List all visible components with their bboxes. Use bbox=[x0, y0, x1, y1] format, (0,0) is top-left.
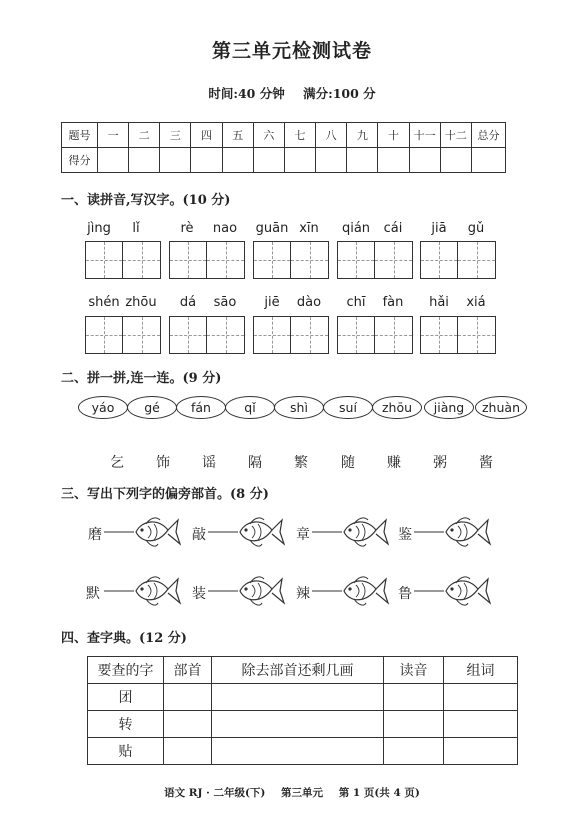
score-input-cell[interactable] bbox=[316, 148, 347, 173]
tianzi-cell[interactable] bbox=[420, 241, 458, 279]
dict-answer-cell[interactable] bbox=[444, 711, 518, 738]
tianzi-grid-pair[interactable] bbox=[85, 241, 161, 279]
tianzi-grid-pair[interactable] bbox=[420, 316, 496, 354]
dict-answer-cell[interactable] bbox=[384, 711, 444, 738]
score-input-cell[interactable] bbox=[378, 148, 409, 173]
exam-time: 时间:40 分钟 bbox=[208, 86, 285, 101]
fish-answer-icon[interactable] bbox=[104, 512, 182, 552]
tianzi-cell[interactable] bbox=[85, 316, 123, 354]
tianzi-cell[interactable] bbox=[253, 241, 291, 279]
dictionary-table bbox=[87, 656, 518, 765]
section2-title: 二、拼一拼,连一连。(9 分) bbox=[61, 371, 222, 386]
pinyin-oval[interactable]: suí bbox=[323, 396, 373, 419]
dict-answer-cell[interactable] bbox=[164, 738, 212, 765]
tianzi-cell[interactable] bbox=[85, 241, 123, 279]
tianzi-cell[interactable] bbox=[123, 316, 161, 354]
tianzi-grid-pair[interactable] bbox=[253, 316, 329, 354]
section4-title: 四、查字典。(12 分) bbox=[61, 631, 187, 646]
pinyin-oval[interactable]: shì bbox=[274, 396, 324, 419]
pinyin-label: guān bbox=[255, 221, 289, 236]
score-input-cell[interactable] bbox=[284, 148, 315, 173]
dict-header-row bbox=[88, 657, 518, 684]
pinyin-label: hǎi bbox=[429, 295, 449, 310]
dict-row bbox=[88, 684, 518, 711]
pinyin-oval[interactable]: qǐ bbox=[225, 396, 275, 419]
score-input-cell[interactable] bbox=[98, 148, 129, 173]
radical-char: 鉴 bbox=[398, 527, 412, 543]
tianzi-cell[interactable] bbox=[253, 316, 291, 354]
tianzi-cell[interactable] bbox=[169, 316, 207, 354]
pinyin-label: zhōu bbox=[125, 295, 157, 310]
tianzi-cell[interactable] bbox=[458, 241, 496, 279]
radical-char: 默 bbox=[86, 586, 100, 602]
radical-char: 鲁 bbox=[398, 586, 412, 602]
pinyin-label: rè bbox=[180, 221, 194, 236]
pinyin-oval[interactable]: gé bbox=[127, 396, 177, 419]
pinyin-label: gǔ bbox=[467, 221, 485, 236]
score-input-cell[interactable] bbox=[440, 148, 471, 173]
tianzi-grid-pair[interactable] bbox=[337, 241, 413, 279]
dict-char: 贴 bbox=[88, 738, 164, 765]
score-input-cell[interactable] bbox=[191, 148, 222, 173]
score-header-cell: 七 bbox=[284, 123, 315, 148]
dict-answer-cell[interactable] bbox=[384, 684, 444, 711]
hanzi-option[interactable]: 乞 bbox=[110, 455, 124, 471]
dict-answer-cell[interactable] bbox=[384, 738, 444, 765]
radical-char: 敲 bbox=[192, 527, 206, 543]
hanzi-option[interactable]: 赚 bbox=[387, 455, 401, 471]
fish-answer-icon[interactable] bbox=[312, 512, 390, 552]
pinyin-label: xīn bbox=[299, 221, 319, 236]
pinyin-label: lǐ bbox=[132, 221, 140, 236]
score-input-cell[interactable] bbox=[253, 148, 284, 173]
footer-unit: 第三单元 bbox=[281, 787, 324, 799]
dict-char: 团 bbox=[88, 684, 164, 711]
score-input-cell[interactable] bbox=[472, 148, 506, 173]
pinyin-label: shén bbox=[88, 295, 120, 310]
score-header-cell: 二 bbox=[129, 123, 160, 148]
tianzi-grid-pair[interactable] bbox=[420, 241, 496, 279]
score-header-cell: 五 bbox=[222, 123, 253, 148]
dict-answer-cell[interactable] bbox=[164, 684, 212, 711]
fish-answer-icon[interactable] bbox=[104, 571, 182, 611]
score-input-cell[interactable] bbox=[222, 148, 253, 173]
score-header-cell: 三 bbox=[160, 123, 191, 148]
pinyin-label: qián bbox=[341, 221, 371, 236]
pinyin-oval[interactable]: jiàng bbox=[424, 396, 474, 419]
dict-header-cell: 部首 bbox=[164, 657, 212, 684]
hanzi-option[interactable]: 饰 bbox=[156, 455, 170, 471]
pinyin-label: xiá bbox=[466, 295, 486, 310]
pinyin-label: cái bbox=[383, 221, 403, 236]
dict-char: 转 bbox=[88, 711, 164, 738]
pinyin-oval[interactable]: yáo bbox=[78, 396, 128, 419]
dict-header-cell: 组词 bbox=[444, 657, 518, 684]
tianzi-cell[interactable] bbox=[337, 316, 375, 354]
hanzi-option[interactable]: 粥 bbox=[433, 455, 447, 471]
radical-char: 装 bbox=[192, 586, 206, 602]
pinyin-label: sāo bbox=[213, 295, 237, 310]
tianzi-grid-pair[interactable] bbox=[337, 316, 413, 354]
fish-answer-icon[interactable] bbox=[208, 571, 286, 611]
score-header-cell: 总分 bbox=[472, 123, 506, 148]
pinyin-label: dá bbox=[179, 295, 197, 310]
tianzi-grid-pair[interactable] bbox=[169, 316, 245, 354]
tianzi-cell[interactable] bbox=[169, 241, 207, 279]
score-header-cell: 十一 bbox=[409, 123, 440, 148]
dict-answer-cell[interactable] bbox=[444, 738, 518, 765]
page-title: 第三单元检测试卷 bbox=[211, 40, 372, 62]
tianzi-cell[interactable] bbox=[375, 316, 413, 354]
hanzi-option[interactable]: 隔 bbox=[248, 455, 262, 471]
dict-answer-cell[interactable] bbox=[444, 684, 518, 711]
pinyin-label: nao bbox=[212, 221, 238, 236]
pinyin-oval[interactable]: fán bbox=[176, 396, 226, 419]
score-table bbox=[61, 122, 506, 173]
fish-answer-icon[interactable] bbox=[414, 571, 492, 611]
pinyin-label: jiē bbox=[264, 295, 280, 310]
pinyin-oval[interactable]: zhuàn bbox=[475, 396, 527, 419]
fish-answer-icon[interactable] bbox=[414, 512, 492, 552]
score-header-cell: 十二 bbox=[440, 123, 471, 148]
pinyin-label: jiā bbox=[431, 221, 447, 236]
score-table-header-row bbox=[62, 123, 506, 148]
score-row-label: 得分 bbox=[62, 148, 98, 173]
score-input-cell[interactable] bbox=[347, 148, 378, 173]
score-header-cell: 一 bbox=[98, 123, 129, 148]
tianzi-grid-pair[interactable] bbox=[253, 241, 329, 279]
dict-answer-cell[interactable] bbox=[164, 711, 212, 738]
tianzi-cell[interactable] bbox=[207, 241, 245, 279]
footer-subject: 语文 RJ · 二年级(下) bbox=[164, 787, 266, 799]
dict-answer-cell[interactable] bbox=[212, 738, 384, 765]
exam-info bbox=[0, 84, 584, 102]
dict-header-cell: 读音 bbox=[384, 657, 444, 684]
fish-answer-icon[interactable] bbox=[208, 512, 286, 552]
section3-title: 三、写出下列字的偏旁部首。(8 分) bbox=[61, 487, 269, 502]
pinyin-label: fàn bbox=[382, 295, 404, 310]
pinyin-oval[interactable]: zhōu bbox=[372, 396, 422, 419]
dict-row bbox=[88, 738, 518, 765]
radical-char: 辣 bbox=[296, 586, 310, 602]
score-header-cell: 六 bbox=[253, 123, 284, 148]
hanzi-option[interactable]: 繁 bbox=[294, 455, 308, 471]
section1-title: 一、读拼音,写汉字。(10 分) bbox=[61, 193, 231, 208]
hanzi-option[interactable]: 随 bbox=[341, 455, 355, 471]
score-header-cell: 四 bbox=[191, 123, 222, 148]
score-header-cell: 九 bbox=[347, 123, 378, 148]
radical-char: 章 bbox=[296, 527, 310, 543]
tianzi-cell[interactable] bbox=[291, 241, 329, 279]
score-header-cell: 题号 bbox=[62, 123, 98, 148]
radical-char: 磨 bbox=[88, 527, 102, 543]
dict-answer-cell[interactable] bbox=[212, 711, 384, 738]
page-footer bbox=[0, 785, 584, 800]
tianzi-cell[interactable] bbox=[207, 316, 245, 354]
score-input-cell[interactable] bbox=[129, 148, 160, 173]
score-table-score-row bbox=[62, 148, 506, 173]
tianzi-cell[interactable] bbox=[291, 316, 329, 354]
pinyin-label: chī bbox=[346, 295, 366, 310]
exam-full-score: 满分:100 分 bbox=[303, 86, 376, 101]
tianzi-cell[interactable] bbox=[123, 241, 161, 279]
tianzi-grid-pair[interactable] bbox=[169, 241, 245, 279]
footer-page-number: 第 1 页(共 4 页) bbox=[338, 787, 420, 799]
dict-header-cell: 要查的字 bbox=[88, 657, 164, 684]
hanzi-option[interactable]: 谣 bbox=[202, 455, 216, 471]
tianzi-grid-pair[interactable] bbox=[85, 316, 161, 354]
dict-header-cell: 除去部首还剩几画 bbox=[212, 657, 384, 684]
dict-answer-cell[interactable] bbox=[212, 684, 384, 711]
tianzi-cell[interactable] bbox=[337, 241, 375, 279]
pinyin-label: dào bbox=[296, 295, 322, 310]
score-input-cell[interactable] bbox=[160, 148, 191, 173]
tianzi-cell[interactable] bbox=[375, 241, 413, 279]
score-header-cell: 十 bbox=[378, 123, 409, 148]
tianzi-cell[interactable] bbox=[458, 316, 496, 354]
tianzi-cell[interactable] bbox=[420, 316, 458, 354]
hanzi-option[interactable]: 酱 bbox=[479, 455, 493, 471]
score-header-cell: 八 bbox=[316, 123, 347, 148]
fish-answer-icon[interactable] bbox=[312, 571, 390, 611]
score-input-cell[interactable] bbox=[409, 148, 440, 173]
dict-row bbox=[88, 711, 518, 738]
pinyin-label: jìng bbox=[87, 221, 111, 236]
